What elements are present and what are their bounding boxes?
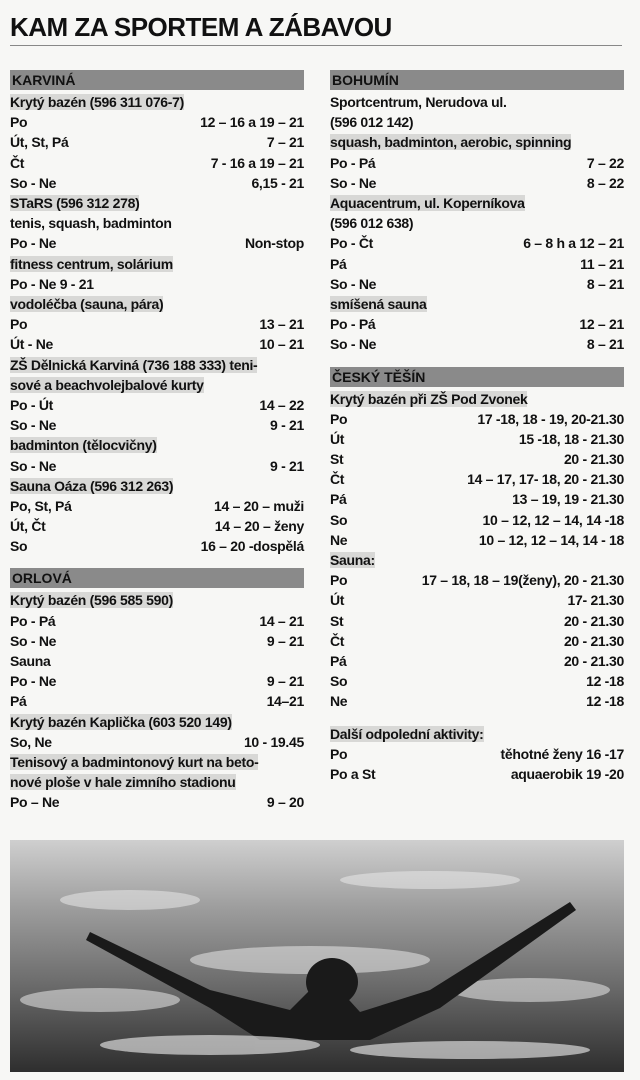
venue-heading-text: nové ploše v hale zimního stadionu	[10, 774, 236, 791]
schedule-time: 10 – 12, 12 – 14, 14 - 18	[478, 531, 624, 548]
schedule-day: Ne	[330, 531, 348, 548]
schedule-day: Čt	[330, 632, 345, 649]
venue-heading-text: vodoléčba (sauna, pára)	[10, 295, 164, 312]
schedule-day: So	[10, 538, 28, 555]
venue-heading	[10, 435, 304, 455]
page-title: KAM ZA SPORTEM A ZÁBAVOU	[10, 12, 392, 42]
schedule-row	[330, 764, 624, 784]
venue-heading	[10, 752, 304, 772]
schedule-day: So - Ne	[10, 417, 57, 434]
schedule-time: aquaerobik 19 -20	[510, 765, 624, 782]
venue-section	[10, 70, 304, 556]
schedule-row	[330, 651, 624, 671]
schedule-time: 15 -18, 18 - 21.30	[518, 430, 624, 447]
schedule-day: St	[330, 451, 344, 468]
schedule-time: 14 – 17, 17- 18, 20 - 21.30	[467, 471, 624, 488]
section-header: BOHUMÍN	[330, 70, 624, 90]
venue-text: (596 012 142)	[330, 114, 414, 131]
schedule-row	[330, 489, 624, 509]
schedule-time: 20 - 21.30	[563, 612, 624, 629]
schedule-time: 9 - 21	[270, 457, 304, 474]
schedule-row	[10, 456, 304, 476]
schedule-day: Út	[330, 430, 345, 447]
venue-text: Sportcentrum, Nerudova ul.	[330, 94, 507, 110]
schedule-time: 7 – 21	[266, 134, 304, 151]
schedule-time: 20 - 21.30	[563, 653, 624, 669]
schedule-day: So - Ne	[330, 336, 377, 353]
schedule-time: 8 – 21	[586, 275, 624, 292]
venue-heading	[10, 375, 304, 395]
schedule-day: Po - Ne 9 - 21	[10, 275, 94, 292]
venue-heading	[330, 550, 624, 570]
schedule-day: Pá	[330, 255, 347, 272]
schedule-row	[330, 744, 624, 764]
schedule-day: So	[330, 673, 348, 690]
schedule-day: Út, Čt	[10, 518, 46, 535]
schedule-day: Po	[10, 114, 28, 131]
schedule-day: Út - Ne	[10, 336, 54, 353]
schedule-row	[10, 631, 304, 651]
schedule-row	[330, 334, 624, 354]
venue-heading-text: Další odpolední aktivity:	[330, 725, 484, 742]
schedule-day: Po	[330, 572, 348, 589]
schedule-day: Po	[10, 316, 28, 333]
schedule-day: So - Ne	[10, 632, 57, 649]
schedule-time: 8 – 22	[586, 174, 624, 191]
schedule-time: 10 – 21	[259, 336, 304, 353]
venue-section	[330, 70, 624, 355]
schedule-day: Po	[330, 410, 348, 427]
schedule-time: 16 – 20 -dospělá	[200, 538, 304, 555]
venue-heading	[10, 476, 304, 496]
row-spacer	[330, 712, 624, 724]
venue-heading-text: badminton (tělocvičny)	[10, 437, 157, 454]
schedule-row	[330, 530, 624, 550]
schedule-time: 20 - 21.30	[563, 451, 624, 468]
schedule-row	[10, 173, 304, 193]
schedule-day: Čt	[330, 471, 345, 488]
schedule-row	[330, 254, 624, 274]
schedule-time: 17 – 18, 18 – 19(ženy), 20 - 21.30	[421, 572, 624, 589]
schedule-day: Po – Ne	[10, 794, 60, 811]
section-header: KARVINÁ	[10, 70, 304, 90]
schedule-row	[330, 429, 624, 449]
schedule-time: 13 – 21	[259, 316, 304, 333]
schedule-row	[10, 233, 304, 253]
schedule-time: 14 – 20 – muži	[214, 497, 304, 514]
venue-heading-text: Krytý bazén při ZŠ Pod Zvonek	[330, 390, 528, 407]
schedule-day: Pá	[330, 491, 347, 508]
venue-text: (596 012 638)	[330, 215, 414, 232]
venue-heading	[330, 294, 624, 314]
schedule-time: 12 -18	[586, 673, 624, 690]
schedule-row	[10, 536, 304, 556]
schedule-time: 14–21	[266, 693, 304, 710]
schedule-row	[10, 314, 304, 334]
schedule-time: 7 – 22	[586, 154, 624, 171]
schedule-row	[10, 496, 304, 516]
schedule-row	[10, 732, 304, 752]
schedule-row	[330, 510, 624, 530]
swimmer-photo	[10, 840, 624, 1072]
venue-heading-text: STaRS (596 312 278)	[10, 194, 140, 211]
venue-heading	[10, 294, 304, 314]
schedule-row	[10, 415, 304, 435]
schedule-day: Po - Út	[10, 396, 54, 413]
venue-heading	[330, 193, 624, 213]
schedule-row	[330, 691, 624, 711]
schedule-time: 13 – 19, 19 - 21.30	[512, 491, 624, 508]
schedule-row	[330, 173, 624, 193]
section-spacer	[330, 355, 624, 367]
schedule-time: 12 – 16 a 19 – 21	[200, 114, 304, 131]
schedule-row	[10, 132, 304, 152]
venue-heading-text: fitness centrum, solárium	[10, 255, 173, 272]
schedule-row	[330, 611, 624, 631]
venue-heading-text: Krytý bazén (596 311 076-7)	[10, 94, 185, 110]
schedule-day: St	[330, 612, 344, 629]
schedule-row	[10, 395, 304, 415]
schedule-row	[10, 274, 304, 294]
left-column	[10, 70, 304, 813]
schedule-row	[10, 691, 304, 711]
schedule-row	[10, 153, 304, 173]
venue-heading-text: Krytý bazén (596 585 590)	[10, 592, 173, 609]
schedule-time: 14 – 21	[259, 612, 304, 629]
schedule-time: 9 – 20	[266, 794, 304, 811]
schedule-time: 6,15 - 21	[251, 174, 304, 191]
venue-heading-text: Sauna:	[330, 552, 375, 569]
schedule-row	[10, 334, 304, 354]
schedule-day: So - Ne	[10, 174, 57, 191]
section-header: ČESKÝ TĚŠÍN	[330, 367, 624, 387]
schedule-row	[330, 153, 624, 173]
schedule-row	[10, 671, 304, 691]
schedule-day: Po - Pá	[330, 316, 376, 333]
schedule-day: Po - Pá	[10, 612, 56, 629]
venue-heading	[10, 355, 304, 375]
schedule-day: Po - Ne	[10, 673, 57, 690]
schedule-row	[10, 112, 304, 132]
schedule-time: 8 – 21	[586, 336, 624, 353]
venue-heading	[330, 389, 624, 409]
schedule-day: Po, St, Pá	[10, 497, 72, 514]
schedule-day: Ne	[330, 693, 348, 710]
schedule-row	[330, 233, 624, 253]
schedule-day: Po - Čt	[330, 235, 374, 252]
venue-heading	[10, 772, 304, 792]
schedule-row	[330, 570, 624, 590]
section-header: ORLOVÁ	[10, 568, 304, 588]
schedule-row	[330, 274, 624, 294]
schedule-row	[330, 631, 624, 651]
right-column	[330, 70, 624, 784]
venue-section	[330, 355, 624, 785]
schedule-time: 7 - 16 a 19 – 21	[210, 154, 304, 171]
schedule-time: 17 -18, 18 - 19, 20-21.30	[477, 410, 624, 427]
schedule-time: 20 - 21.30	[563, 632, 624, 649]
schedule-day: Po - Pá	[330, 154, 376, 171]
schedule-day: Út	[330, 592, 345, 609]
venue-text: tenis, squash, badminton	[10, 215, 172, 232]
venue-heading-text: sové a beachvolejbalové kurty	[10, 376, 204, 393]
schedule-time: 11 – 21	[580, 255, 624, 272]
schedule-time: 14 – 20 – ženy	[214, 518, 304, 535]
venue-heading	[330, 132, 624, 152]
section-spacer	[10, 556, 304, 568]
schedule-row	[330, 469, 624, 489]
schedule-time: 14 – 22	[259, 396, 304, 413]
schedule-time: těhotné ženy 16 -17	[500, 745, 624, 762]
venue-heading	[10, 590, 304, 610]
schedule-time: 6 – 8 h a 12 – 21	[523, 235, 624, 252]
schedule-day: So	[330, 511, 348, 528]
venue-heading	[10, 254, 304, 274]
venue-heading-text: smíšená sauna	[330, 295, 427, 312]
schedule-day: So - Ne	[10, 457, 57, 474]
venue-heading	[10, 92, 304, 112]
venue-heading-text: ZŠ Dělnická Karviná (736 188 333) teni-	[10, 356, 258, 373]
title-rule	[10, 45, 622, 46]
venue-heading-text: Aquacentrum, ul. Koperníkova	[330, 194, 525, 211]
schedule-time: 12 – 21	[579, 316, 624, 333]
schedule-time: 12 -18	[586, 693, 624, 710]
schedule-day: Pá	[10, 693, 27, 710]
schedule-time: 10 - 19.45	[243, 733, 304, 750]
schedule-day: Po	[330, 745, 348, 762]
venue-heading	[330, 724, 624, 744]
schedule-day: Po a St	[330, 765, 376, 782]
venue-heading	[10, 712, 304, 732]
schedule-time: Non-stop	[244, 235, 304, 252]
schedule-day: So, Ne	[10, 733, 52, 750]
venue-text: Sauna	[10, 653, 51, 670]
schedule-time: 9 - 21	[270, 417, 304, 434]
schedule-row	[330, 314, 624, 334]
schedule-day: Út, St, Pá	[10, 134, 69, 151]
schedule-row	[330, 590, 624, 610]
schedule-time: 9 – 21	[266, 632, 304, 649]
venue-section	[10, 556, 304, 812]
schedule-row	[10, 516, 304, 536]
schedule-row	[330, 671, 624, 691]
schedule-row	[10, 611, 304, 631]
schedule-row	[330, 449, 624, 469]
venue-heading	[10, 193, 304, 213]
venue-heading-text: Sauna Oáza (596 312 263)	[10, 477, 174, 494]
venue-heading-text: Krytý bazén Kaplička (603 520 149)	[10, 713, 232, 730]
venue-heading-text: Tenisový a badmintonový kurt na beto-	[10, 754, 259, 770]
venue-heading-text: squash, badminton, aerobic, spinning	[330, 134, 572, 151]
schedule-day: Čt	[10, 154, 25, 171]
schedule-time: 17- 21.30	[567, 592, 624, 609]
schedule-time: 9 – 21	[266, 673, 304, 690]
schedule-time: 10 – 12, 12 – 14, 14 -18	[482, 511, 624, 528]
schedule-day: Pá	[330, 653, 347, 669]
schedule-day: So - Ne	[330, 275, 377, 292]
schedule-row	[330, 409, 624, 429]
schedule-day: Po - Ne	[10, 235, 57, 252]
schedule-row	[10, 792, 304, 812]
schedule-day: So - Ne	[330, 174, 377, 191]
